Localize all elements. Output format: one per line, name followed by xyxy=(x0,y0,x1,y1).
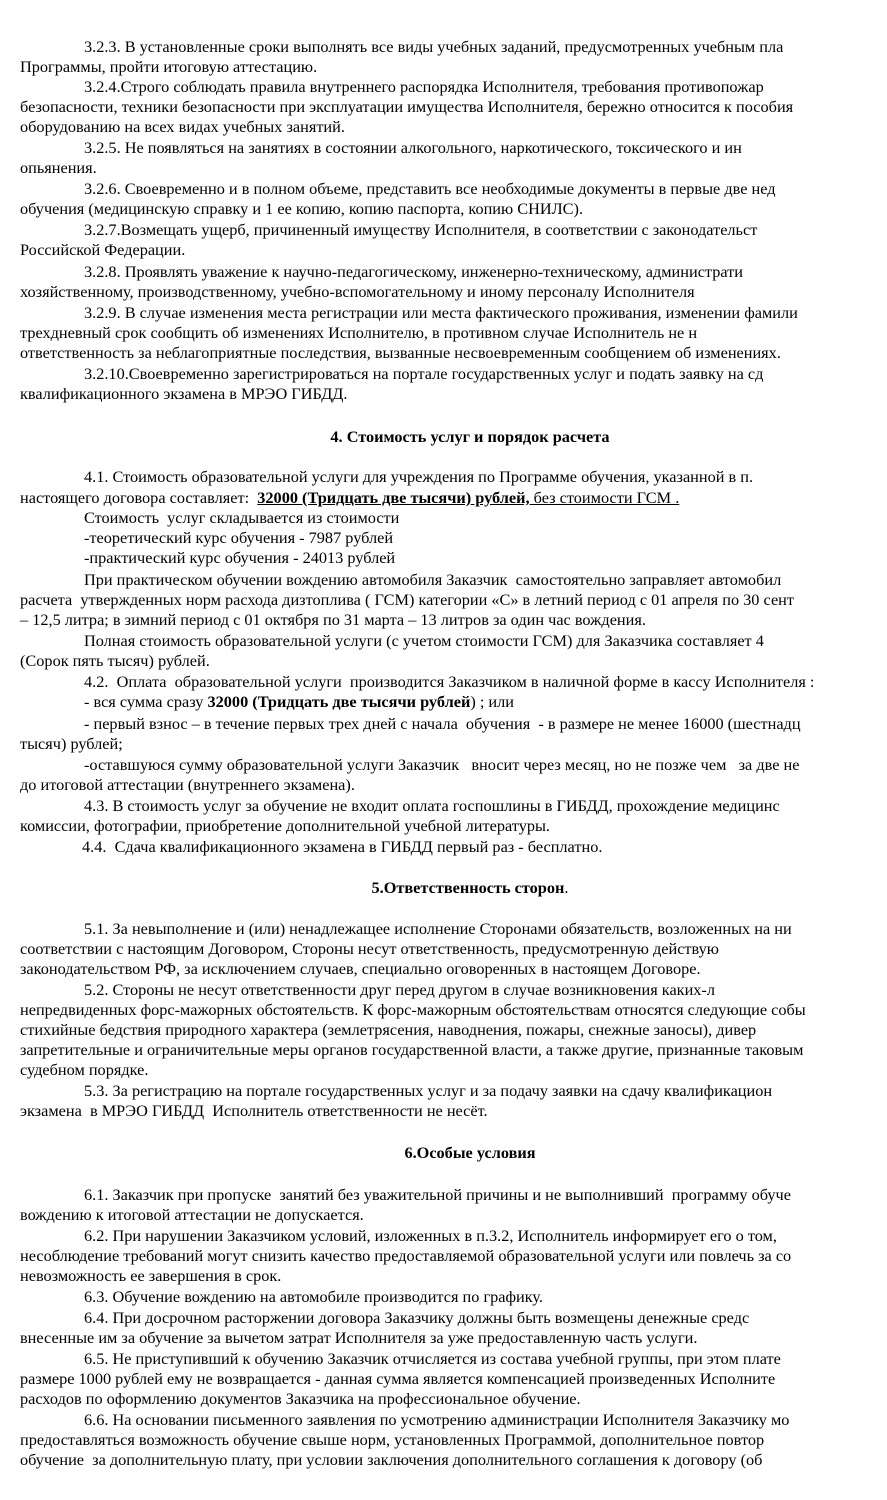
text-line: обучение за дополнительную плату, при условии заключения дополнительного соглашения к договору (об xyxy=(20,1450,763,1469)
text-line: до итоговой аттестации (внутреннего экзамена). xyxy=(20,775,355,794)
text-line: запретительные и ограничительные меры органов государственной власти, а также другие, признанные таковым xyxy=(20,1040,804,1059)
text-line: настоящего договора составляет: 32000 (Тридцать две тысячи) рублей, без стоимости ГСМ . xyxy=(20,488,680,507)
text-line: - первый взнос – в течение первых трех дней с начала обучения - в размере не менее 16000 (шестнадц xyxy=(84,714,801,733)
text-line: трехдневный срок сообщить об изменениях Исполнителю, в противном случае Исполнитель не н xyxy=(20,323,698,342)
text-line: -теоретический курс обучения - 7987 рублей xyxy=(84,528,394,547)
text-line: – 12,5 литра; в зимний период с 01 октября по 31 марта – 13 литров за один час вождения. xyxy=(20,610,646,629)
text-line: расчета утвержденных норм расхода дизтоплива ( ГСМ) категории «С» в летний период с 01 апреля по 30 сент xyxy=(20,590,794,609)
text-line: внесенные им за обучение за вычетом затрат Исполнителя за уже предоставленную часть услуги. xyxy=(20,1328,698,1347)
text-line: квалификационного экзамена в МРЭО ГИБДД. xyxy=(20,384,348,403)
text-line: 4.3. В стоимость услуг за обучение не входит оплата госпошлины в ГИБДД, прохождение медицинс xyxy=(84,796,780,815)
text-line: 4.4. Сдача квалификационного экзамена в ГИБДД первый раз - бесплатно. xyxy=(82,837,603,856)
full-payment-amount: 32000 (Тридцать две тысячи рублей xyxy=(207,692,471,711)
text-line: 3.2.6. Своевременно и в полном объеме, представить все необходимые документы в первые две нед xyxy=(84,179,776,198)
text-line: соответствии с настоящим Договором, Стороны несут ответственность, предусмотренную действую xyxy=(20,939,719,958)
text-line: непредвиденных форс-мажорных обстоятельств. К форс-мажорным обстоятельствам относятся следующие собы xyxy=(20,1000,806,1019)
text-line: 3.2.8. Проявлять уважение к научно-педагогическому, инженерно-техническому, администрати xyxy=(84,262,744,281)
text-line: 5.1. За невыполнение и (или) ненадлежащее исполнение Сторонами обязательств, возложенных на ни xyxy=(84,919,792,938)
text-line: Стоимость услуг складывается из стоимости xyxy=(84,508,400,527)
text-line: несоблюдение требований могут снизить качество предоставляемой образовательной услуги или повлечь за со xyxy=(20,1246,792,1265)
text-line: (Сорок пять тысяч) рублей. xyxy=(20,651,210,670)
text-line: 6.3. Обучение вождению на автомобиле производится по графику. xyxy=(84,1287,544,1306)
text-line: вождению к итоговой аттестации не допускается. xyxy=(20,1205,364,1224)
text-line: расходов по оформлению документов Заказчика на профессиональное обучение. xyxy=(20,1389,581,1408)
text-line: 5.3. За регистрацию на портале государственных услуг и за подачу заявки на сдачу квалификацион xyxy=(84,1081,773,1100)
text-line: -оставшуюся сумму образовательной услуги Заказчик вносит через месяц, но не позже чем за две не xyxy=(84,755,800,774)
text-line: тысяч) рублей; xyxy=(20,734,123,753)
text-line: 3.2.9. В случае изменения места регистрации или места фактического проживания, изменении фамили xyxy=(84,303,798,322)
text-line: стихийные бедствия природного характера (землетрясения, наводнения, пожары, снежные заносы), дивер xyxy=(20,1020,757,1039)
price-amount: 32000 (Тридцать две тысячи) рублей, xyxy=(257,488,530,507)
section-heading-6: 6.Особые условия xyxy=(404,1143,536,1162)
text-line: экзамена в МРЭО ГИБДД Исполнитель ответственности не несёт. xyxy=(20,1101,488,1120)
text-line: законодательством РФ, за исключением случаев, специально оговоренных в настоящем Договоре. xyxy=(20,959,701,978)
section-heading-4: 4. Стоимость услуг и порядок расчета xyxy=(330,427,610,446)
text-line: - вся сумма сразу 32000 (Тридцать две тысячи рублей) ; или xyxy=(84,692,514,711)
text-line: При практическом обучении вождению автомобиля Заказчик самостоятельно заправляет автомобил xyxy=(84,570,782,589)
text-line: Российской Федерации. xyxy=(20,240,186,259)
text-line: 3.2.10.Своевременно зарегистрироваться на портале государственных услуг и подать заявку на сд xyxy=(84,364,764,383)
text-line: 4.1. Стоимость образовательной услуги для учреждения по Программе обучения, указанной в п. xyxy=(84,467,754,486)
text-line: 4.2. Оплата образовательной услуги производится Заказчиком в наличной форме в кассу Исполнителя : xyxy=(84,672,815,691)
text-line: 6.1. Заказчик при пропуске занятий без уважительной причины и не выполнивший программу обуче xyxy=(84,1185,791,1204)
text-line: судебном порядке. xyxy=(20,1060,149,1079)
text-line: 3.2.7.Возмещать ущерб, причиненный имуществу Исполнителя, в соответствии с законодательст xyxy=(84,220,758,239)
text-line: комиссии, фотографии, приобретение дополнительной учебной литературы. xyxy=(20,816,550,835)
text-line: оборудованию на всех видах учебных занятий. xyxy=(20,117,345,136)
text-line: 6.6. На основании письменного заявления по усмотрению администрации Исполнителя Заказчику мо xyxy=(84,1410,790,1429)
text-line: Программы, пройти итоговую аттестацию. xyxy=(20,57,318,76)
text-line: невозможность ее завершения в срок. xyxy=(20,1266,282,1285)
text-line: опьянения. xyxy=(20,158,97,177)
text-line: 6.4. При досрочном расторжении договора Заказчику должны быть возмещены денежные средс xyxy=(84,1308,750,1327)
text-line: Полная стоимость образовательной услуги (с учетом стоимости ГСМ) для Заказчика составляет 4 xyxy=(84,631,764,650)
text-line: -практический курс обучения - 24013 рублей xyxy=(84,548,396,567)
text-line: 5.2. Стороны не несут ответственности друг перед другом в случае возникновения каких-л xyxy=(84,980,715,999)
fuel-note: без стоимости ГСМ . xyxy=(529,488,680,507)
text-line: размере 1000 рублей ему не возвращается - данная сумма является компенсацией произведенных Исполните xyxy=(20,1369,776,1388)
text-line: предоставляться возможность обучение свыше норм, установленных Программой, дополнительное повтор xyxy=(20,1430,765,1449)
text-line: ответственность за неблагоприятные последствия, вызванные несвоевременным сообщением об изменениях. xyxy=(20,343,781,362)
text-line: 6.5. Не приступивший к обучению Заказчик отчисляется из состава учебной группы, при этом плате xyxy=(84,1349,781,1368)
text-line: 3.2.5. Не появляться на занятиях в состоянии алкогольного, наркотического, токсического и ин xyxy=(84,138,742,157)
text-line: 6.2. При нарушении Заказчиком условий, изложенных в п.3.2, Исполнитель информирует его о том, xyxy=(84,1226,777,1245)
text-line: хозяйственному, производственному, учебно-вспомогательному и иному персоналу Исполнителя xyxy=(20,282,695,301)
text-line: 3.2.3. В установленные сроки выполнять все виды учебных заданий, предусмотренных учебным пла xyxy=(84,37,784,56)
section-heading-5: 5.Ответственность сторон. xyxy=(371,878,569,897)
text-line: безопасности, техники безопасности при эксплуатации имущества Исполнителя, бережно относится к пособия xyxy=(20,97,794,116)
text-line: обучения (медицинскую справку и 1 ее копию, копию паспорта, копию СНИЛС). xyxy=(20,199,584,218)
text-line: 3.2.4.Строго соблюдать правила внутреннего распорядка Исполнителя, требования противопожар xyxy=(84,77,764,96)
